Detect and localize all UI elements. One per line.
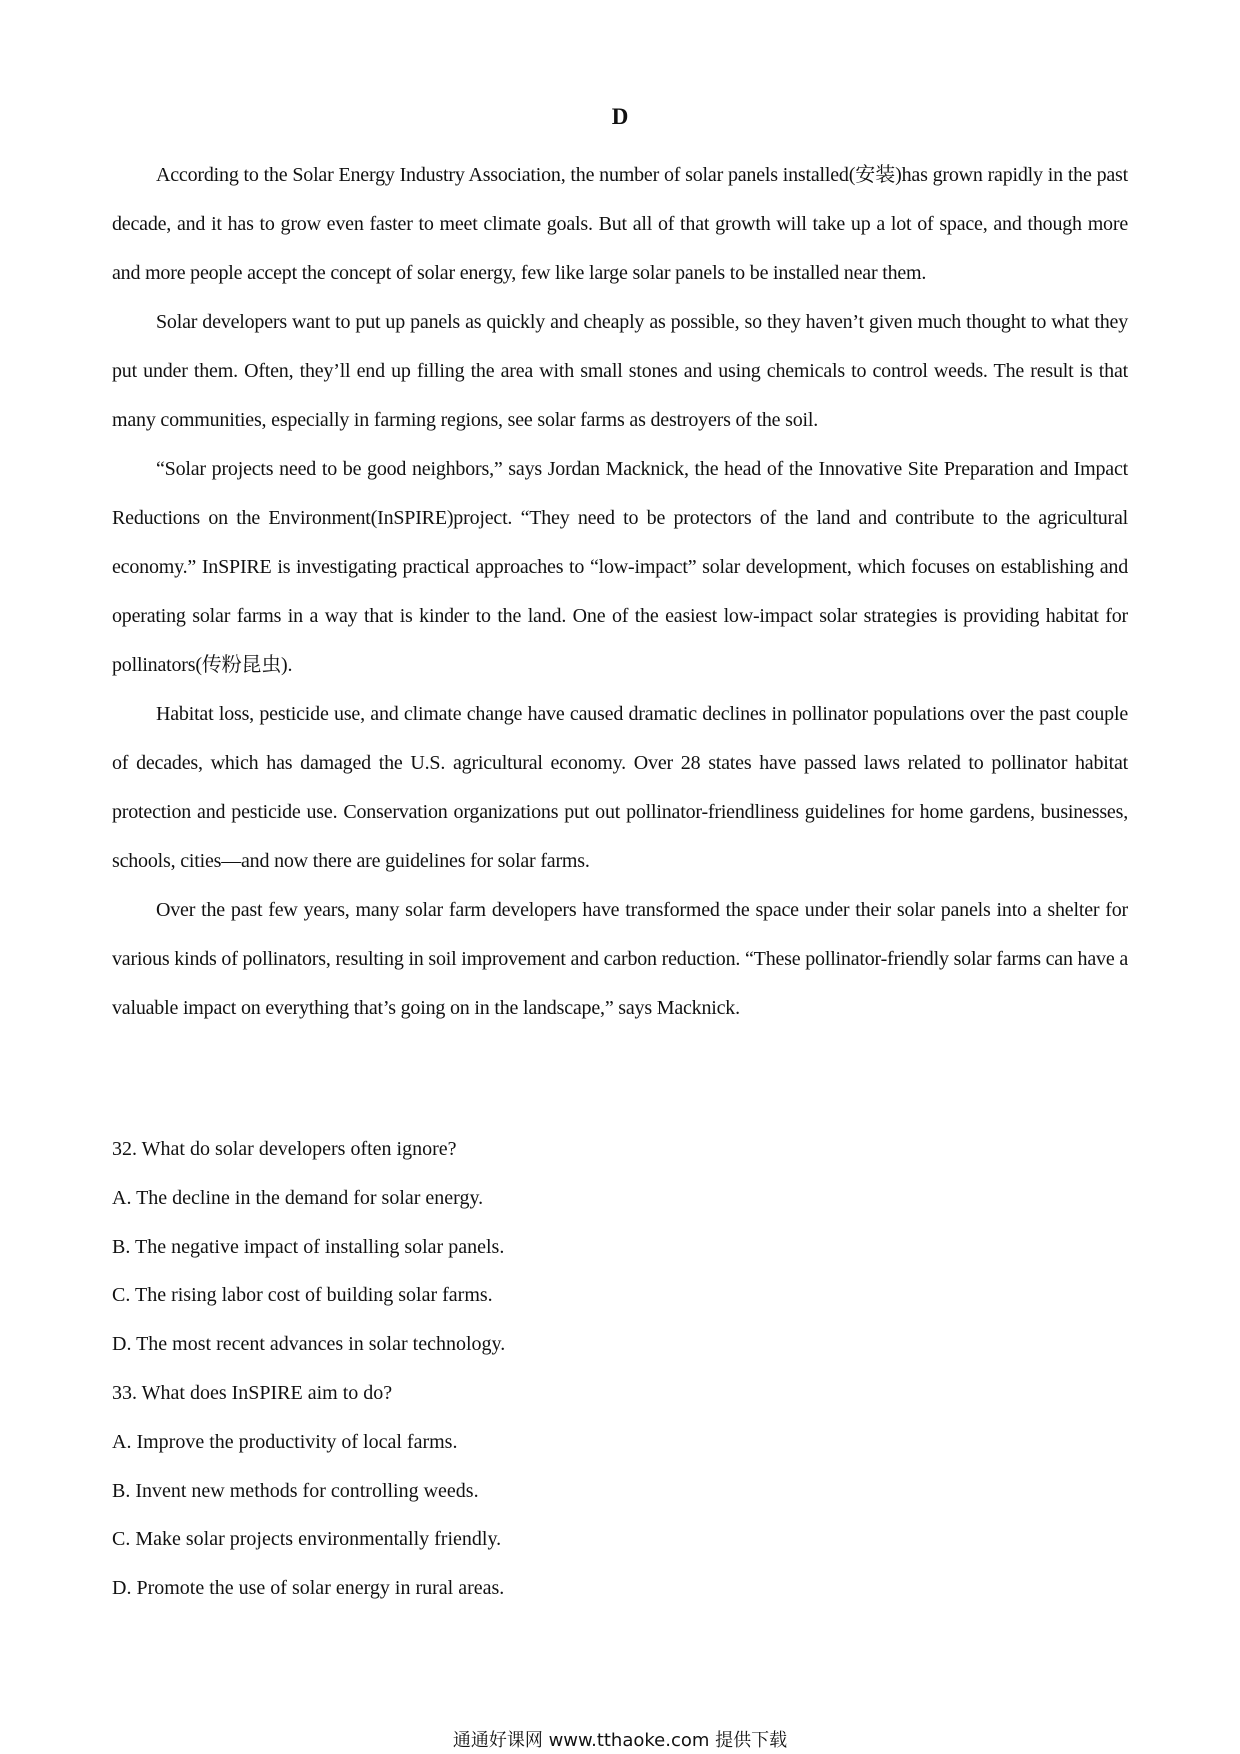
answer-option: D. The most recent advances in solar technology. bbox=[112, 1333, 506, 1356]
reading-passage bbox=[112, 151, 1128, 1033]
answer-option: A. The decline in the demand for solar energy. bbox=[112, 1186, 484, 1209]
section-heading: D bbox=[611, 104, 629, 129]
answer-option: B. The negative impact of installing solar panels. bbox=[112, 1235, 505, 1258]
paragraph: Habitat loss, pesticide use, and climate change have caused dramatic declines in pollinator populations over the past couple of decades, which has damaged the U.S. agricultural economy. Over 28 states have passed laws related to pollinator habitat protection and pesticide use. Conservation organizations put out pollinator-friendliness guidelines for home gardens, businesses, schools, cities—and now there are guidelines for solar farms. bbox=[112, 703, 1128, 872]
question bbox=[112, 1369, 1128, 1613]
paragraph: “Solar projects need to be good neighbors,” says Jordan Macknick, the head of the Innovative Site Preparation and Impact Reductions on the Environment(InSPIRE)project. “They need to be protectors of the land and contribute to the agricultural economy.” InSPIRE is investigating practical approaches to “low-impact” solar development, which focuses on establishing and operating solar farms in a way that is kinder to the land. One of the easiest low-impact solar strategies is providing habitat for pollinators(传粉昆虫). bbox=[112, 458, 1128, 676]
paragraph: According to the Solar Energy Industry Association, the number of solar panels installed(安装)has grown rapidly in the past decade, and it has to grow even faster to meet climate goals. But all of that growth will take up a lot of space, and though more and more people accept the concept of solar energy, few like large solar panels to be installed near them. bbox=[112, 164, 1128, 284]
question-list bbox=[112, 1125, 1128, 1613]
question-stem: 33. What does InSPIRE aim to do? bbox=[112, 1381, 393, 1404]
question-stem: 32. What do solar developers often ignore? bbox=[112, 1138, 457, 1160]
answer-option: A. Improve the productivity of local farms. bbox=[112, 1430, 458, 1453]
paragraph: Solar developers want to put up panels as quickly and cheaply as possible, so they haven’t given much thought to what they put under them. Often, they’ll end up filling the area with small stones and using chemicals to control weeds. The result is that many communities, especially in farming regions, see solar farms as destroyers of the soil. bbox=[112, 311, 1128, 431]
answer-option: C. Make solar projects environmentally friendly. bbox=[112, 1528, 502, 1551]
answer-option: D. Promote the use of solar energy in rural areas. bbox=[112, 1577, 505, 1600]
question bbox=[112, 1125, 1128, 1369]
answer-option: C. The rising labor cost of building solar farms. bbox=[112, 1284, 493, 1307]
paragraph: Over the past few years, many solar farm developers have transformed the space under their solar panels into a shelter for various kinds of pollinators, resulting in soil improvement and carbon reduction. “These pollinator-friendly solar farms can have a valuable impact on everything that’s going on in the landscape,” says Macknick. bbox=[112, 899, 1128, 1019]
page-footer: 通通好课网 www.tthaoke.com 提供下载 bbox=[452, 1730, 788, 1751]
answer-option: B. Invent new methods for controlling weeds. bbox=[112, 1479, 479, 1502]
